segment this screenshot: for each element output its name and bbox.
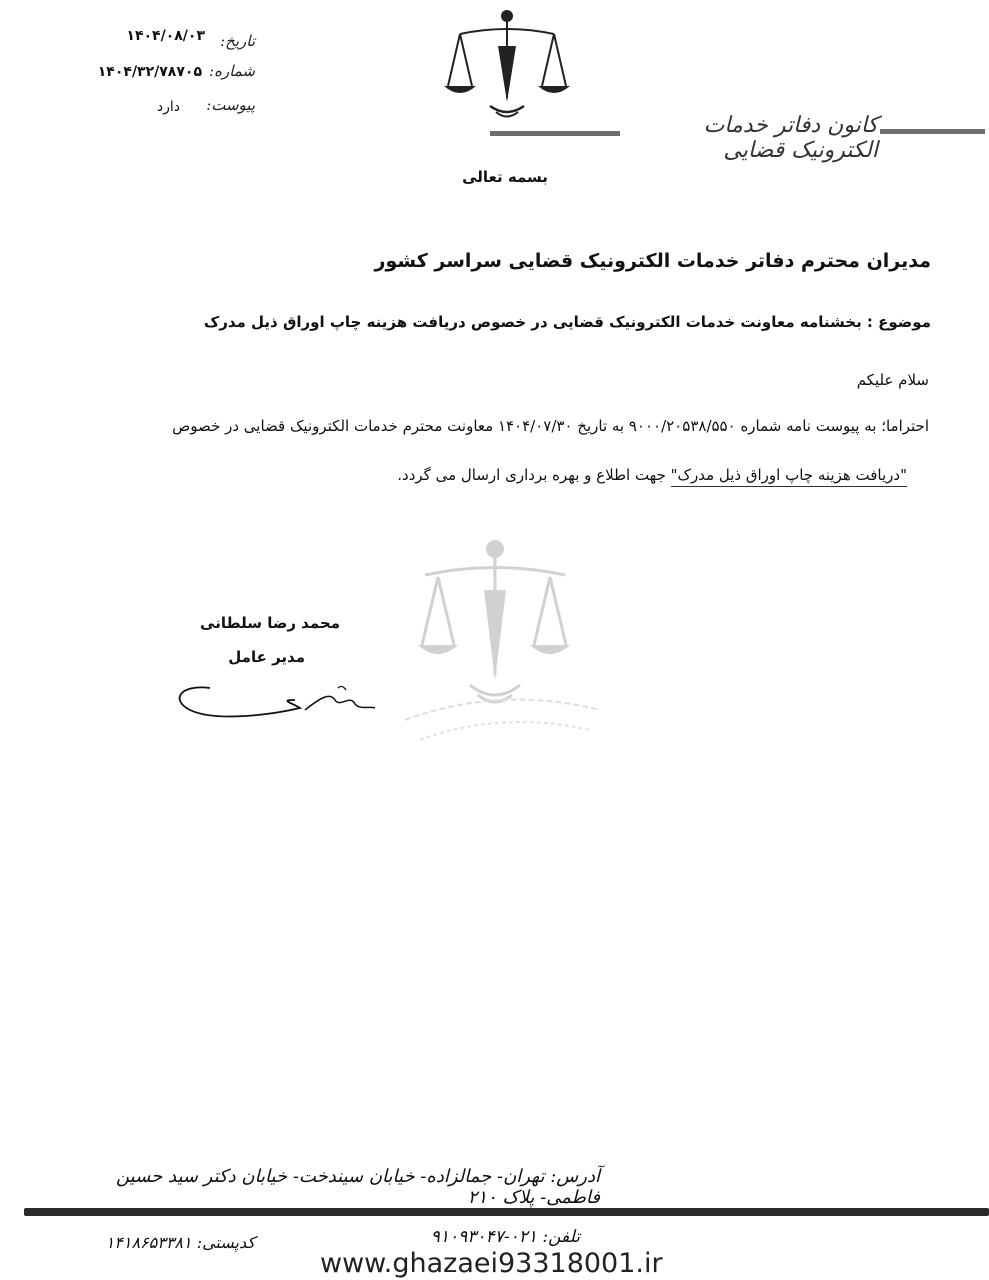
subject-line: موضوع : بخشنامه معاونت خدمات الکترونیک قضایی در خصوص دریافت هزینه چاپ اوراق ذیل مدرک — [203, 313, 931, 331]
attachment-value: دارد — [156, 99, 180, 115]
handwritten-signature — [170, 670, 380, 725]
date-value: ۱۴۰۴/۰۸/۰۳ — [126, 28, 205, 44]
quoted-subject: "دریافت هزینه چاپ اوراق ذیل مدرک" — [671, 466, 907, 487]
watermark-logo — [400, 535, 605, 765]
number-value: ۱۴۰۴/۳۲/۷۸۷۰۵ — [97, 64, 202, 80]
footer-rule — [24, 1208, 989, 1216]
justice-scales-logo — [440, 6, 575, 126]
footer-phone: تلفن: ۰۲۱-۹۱۰۹۳۰۴۷ — [430, 1227, 580, 1247]
attachment-label: پیوست: — [206, 96, 255, 114]
greeting: سلام علیکم — [856, 371, 929, 389]
website-watermark: www.ghazaei93318001.ir — [318, 1247, 989, 1280]
body-paragraph-line-2 — [397, 466, 907, 484]
basmala: بسمه تعالی — [462, 168, 548, 186]
signer-title: مدیر عامل — [228, 648, 305, 666]
body-paragraph-line-1: احتراما؛ به پیوست نامه شماره ۹۰۰۰/۲۰۵۳۸/۵۵۰ به تاریخ ۱۴۰۴/۰۷/۳۰ معاونت محترم خدمات الکترونیک قضایی در خصوص — [172, 417, 929, 435]
org-name: کانون دفاتر خدمات الکترونیک قضایی — [703, 113, 878, 163]
signer-name: محمد رضا سلطانی — [200, 614, 340, 632]
recipient-line: مدیران محترم دفاتر خدمات الکترونیک قضایی سراسر کشور — [374, 250, 931, 272]
footer-address: آدرس: تهران- جمالزاده- خیابان سیندخت- خیابان دکتر سید حسین فاطمی- پلاک ۲۱۰ — [115, 1166, 600, 1208]
body-line-2-rest: جهت اطلاع و بهره برداری ارسال می گردد. — [397, 466, 671, 484]
number-label: شماره: — [209, 62, 255, 80]
date-label: تاریخ: — [220, 32, 255, 50]
footer-postal-code: کدپستی: ۱۴۱۸۶۵۳۳۸۱ — [105, 1233, 255, 1252]
org-rule-left — [490, 131, 620, 136]
org-rule-right — [880, 129, 985, 134]
